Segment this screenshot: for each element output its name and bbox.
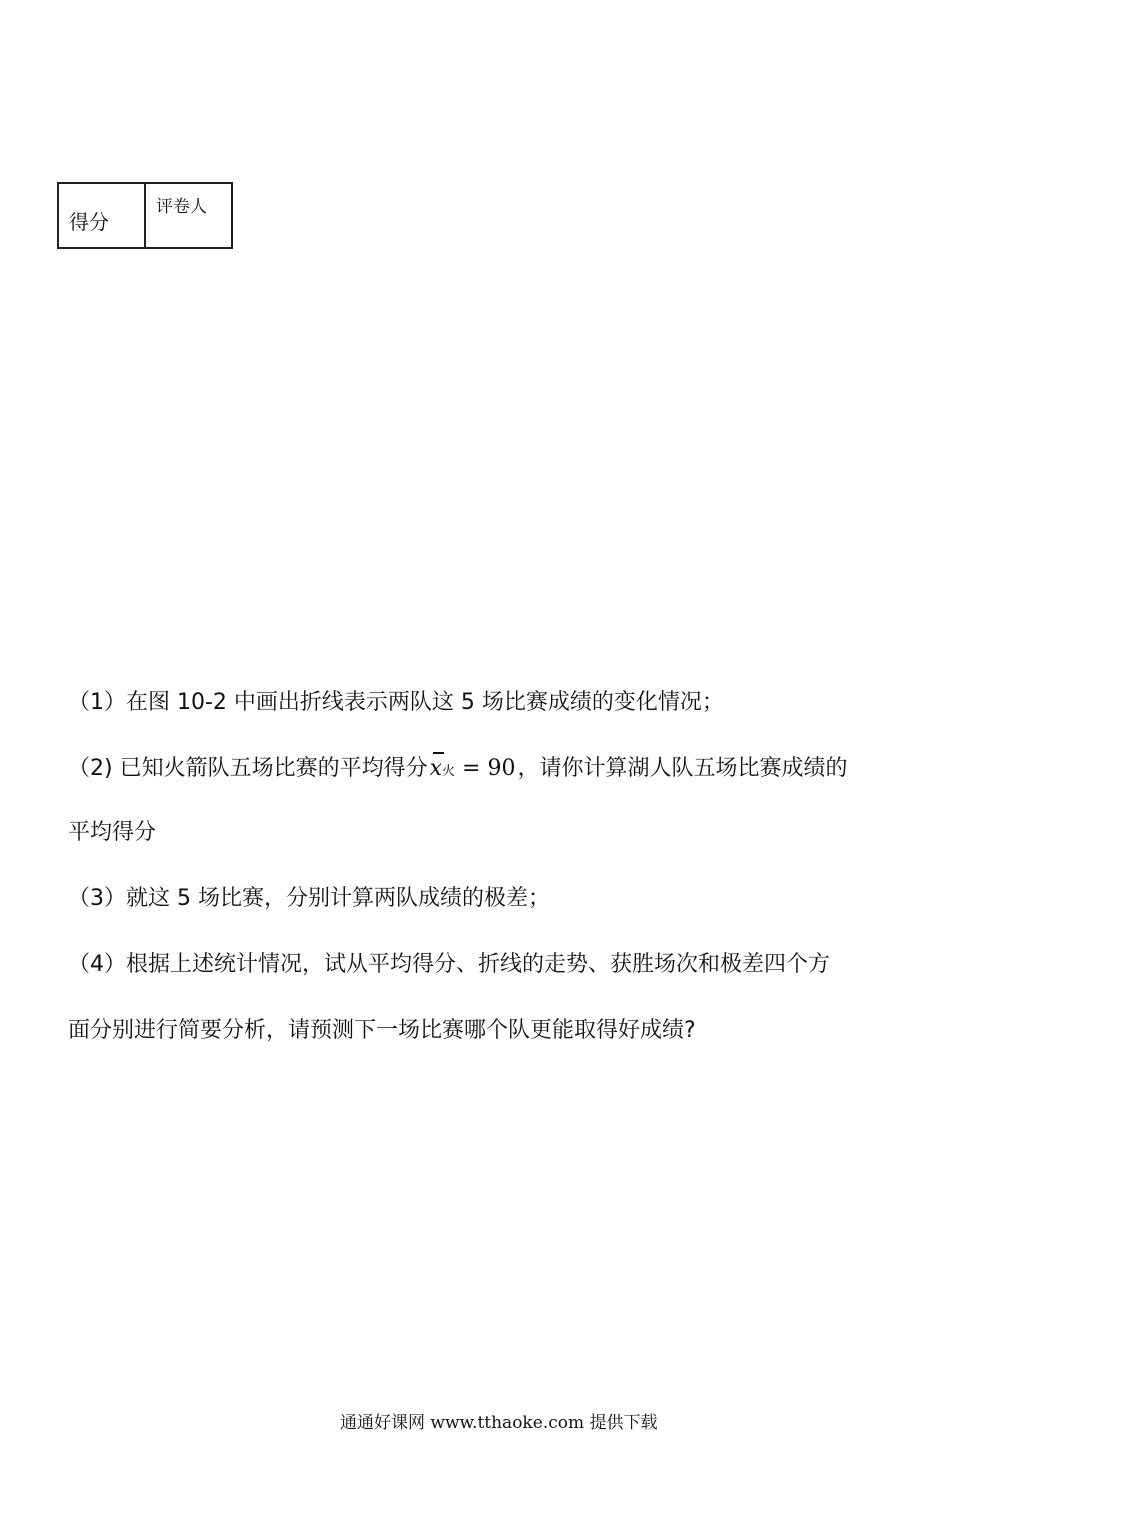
question-2-continued: 平均得分 [68, 820, 157, 845]
grader-cell [146, 184, 231, 247]
score-label: 得分 [69, 210, 109, 234]
question-3: （3）就这 5 场比赛，分别计算两队成绩的极差； [68, 886, 550, 911]
question-2 [68, 754, 847, 787]
mean-subscript: 火 [442, 764, 456, 779]
question-2-text-before: （2) 已知火箭队五场比赛的平均得分 [68, 756, 428, 781]
overline-bar [433, 752, 444, 754]
mean-variable: x [429, 756, 442, 781]
question-1: （1）在图 10-2 中画出折线表示两队这 5 场比赛成绩的变化情况； [68, 690, 724, 715]
footer-credit: 通通好课网 www.tthaoke.com 提供下载 [340, 1413, 658, 1433]
question-2-text-after: ，请你计算湖人队五场比赛成绩的 [517, 756, 848, 781]
question-4: （4）根据上述统计情况，试从平均得分、折线的走势、获胜场次和极差四个方 [68, 952, 830, 977]
mean-value: = 90 [462, 756, 516, 781]
question-4-continued: 面分别进行简要分析，请预测下一场比赛哪个队更能取得好成绩? [68, 1018, 696, 1043]
score-table [57, 182, 233, 249]
mean-formula [428, 754, 518, 787]
grader-label: 评卷人 [156, 197, 207, 217]
score-cell [59, 184, 146, 247]
